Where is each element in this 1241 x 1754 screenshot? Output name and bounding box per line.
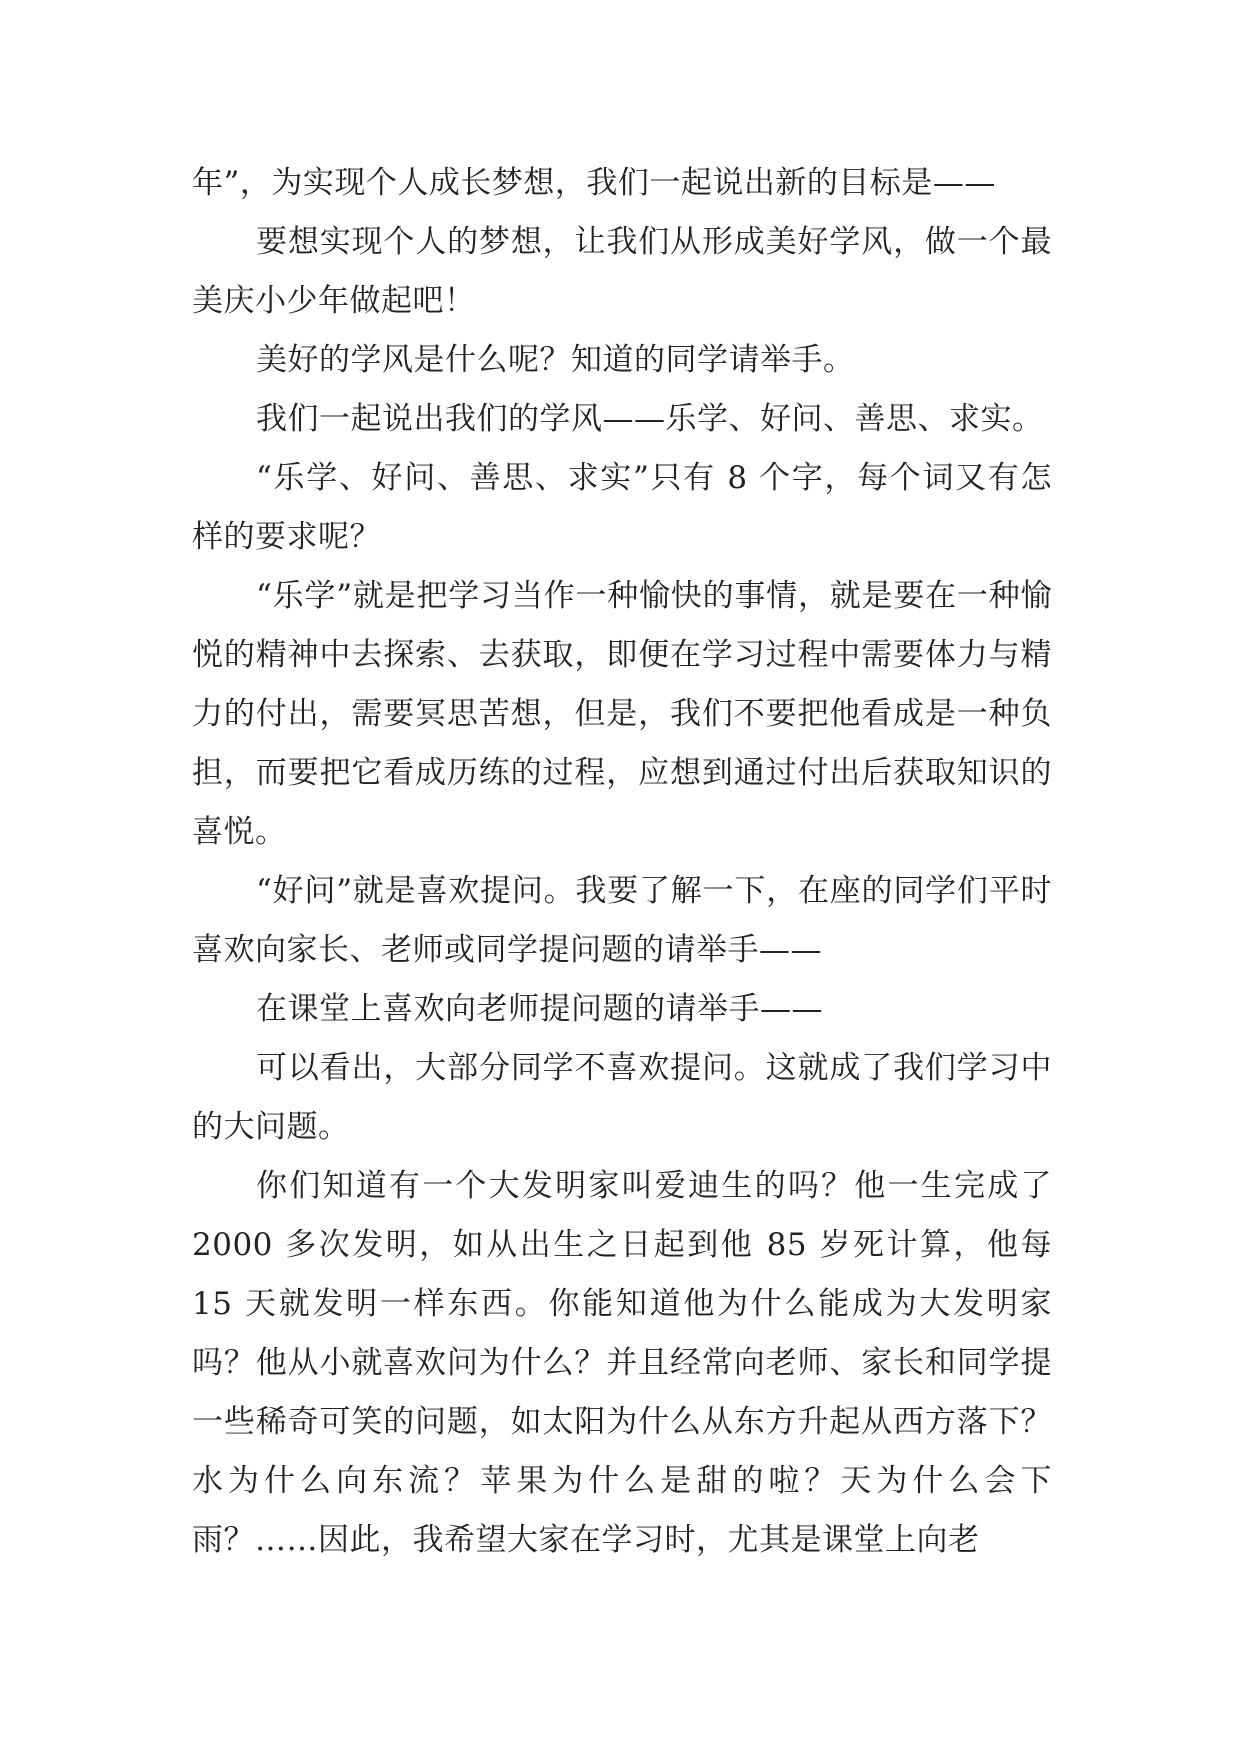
paragraph-6: “乐学”就是把学习当作一种愉快的事情，就是要在一种愉悦的精神中去探索、去获取，即便在学习过程中需要体力与精力的付出，需要冥思苦想，但是，我们不要把他看成是一种负担，而要把它看成历练的过程，应想到通过付出后获取知识的喜悦。: [192, 578, 1052, 850]
paragraph-3: 美好的学风是什么呢？知道的同学请举手。: [256, 342, 855, 378]
paragraph-7: “好问”就是喜欢提问。我要了解一下，在座的同学们平时喜欢向家长、老师或同学提问题的请举手——: [192, 873, 1052, 968]
paragraph-10: 你们知道有一个大发明家叫爱迪生的吗？他一生完成了 2000 多次发明，如从出生之日起到他 85 岁死计算，他每 15 天就发明一样东西。你能知道他为什么能成为大发明家吗？他从小就喜欢问为什么？并且经常向老师、家长和同学提一些稀奇可笑的问题，如太阳为什么从东方升起从西方落下？水为什么向东流？苹果为什么是甜的啦？天为什么会下雨？……因此，我希望大家在学习时，尤其是课堂上向老: [192, 1168, 1052, 1558]
document-body: [192, 154, 1052, 1570]
paragraph-4: 我们一起说出我们的学风——乐学、好问、善思、求实。: [256, 401, 1044, 437]
paragraph-5: “乐学、好问、善思、求实”只有 8 个字，每个词又有怎样的要求呢？: [192, 460, 1052, 555]
paragraph-2: 要想实现个人的梦想，让我们从形成美好学风，做一个最美庆小少年做起吧！: [192, 224, 1052, 319]
paragraph-8: 在课堂上喜欢向老师提问题的请举手——: [256, 991, 823, 1027]
paragraph-1: 年”，为实现个人成长梦想，我们一起说出新的目标是——: [192, 165, 996, 201]
paragraph-9: 可以看出，大部分同学不喜欢提问。这就成了我们学习中的大问题。: [192, 1050, 1052, 1145]
